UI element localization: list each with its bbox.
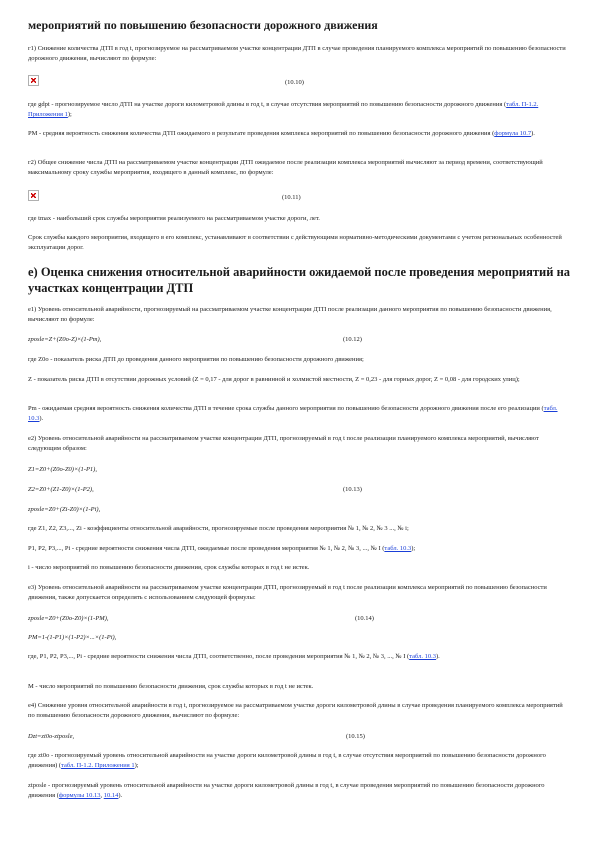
- formula-pm: [28, 633, 568, 643]
- link-formula-10-14[interactable]: 10.14: [103, 792, 119, 799]
- text: ).: [118, 792, 123, 799]
- paragraph-service-life: Срок службы каждого мероприятия, входящего в его комплекс, устанавливают в соответствии с действующими нормативно-методическими документами с учетом региональных особенностей эксплуатации дорог.: [28, 234, 562, 251]
- text: ztposle - прогнозируемый уровень относительной аварийности на участке дороги километровой длины в год t, в случае проведения мероприятий по повышению безопасности дорожного движения (: [28, 782, 545, 799]
- broken-image-icon: [28, 190, 39, 201]
- paragraph-g2: г2) Общее снижение числа ДТП на рассматриваемом участке концентрации ДТП ожидаемое после реализации комплекса мероприятий вычисляют за период времени, соответствующий максимальному сроку службы мероприятия, входящего в данный комплекс, по формуле:: [28, 159, 543, 176]
- text: где zt0o - прогнозируемый уровень относительной аварийности на участке дороги километровой длины в год t, в случае отсутствия мероприятий по повышению безопасности дорожного движения) (: [28, 752, 546, 769]
- text: );: [134, 762, 139, 769]
- paragraph-z: Z - показатель риска ДТП в отсутствии дорожных условий (Z = 0,17 - для дорог в равнинной и холмистой местности, Z = 0,23 - для горных дорог, Z = 0,08 - для городских улиц);: [28, 376, 520, 383]
- paragraph-ztposle: [28, 781, 568, 801]
- paragraph-e2: е2) Уровень относительной аварийности на рассматриваемом участке концентрации ДТП, прогнозируемый в год t после реализации планируемого комплекса мероприятий, вычисляют следующим образом:: [28, 435, 539, 452]
- link-table-p12[interactable]: табл. П-1.2. Приложения 1: [61, 762, 135, 769]
- paragraph-zt0o: [28, 751, 568, 771]
- section-title-top: мероприятий по повышению безопасности дорожного движения: [28, 18, 378, 32]
- equation-number-10-12: (10.12): [343, 336, 362, 343]
- link-formula-10-13[interactable]: формулы 10.13: [58, 792, 101, 799]
- paragraph-e1: е1) Уровень относительной аварийности, прогнозируемый на рассматриваемом участке концентрации ДТП после реализации данного мероприятия по повышению безопасности движения, вычисляют по формуле:: [28, 306, 552, 323]
- formula-z1: [28, 465, 568, 475]
- paragraph-z0o: где Z0o - показатель риска ДТП до проведения данного мероприятия по повышению безопасности дорожного движения;: [28, 356, 364, 363]
- formula-text: PM=1-(1-P1)×(1-P2)×...×(1-Pi),: [28, 634, 117, 641]
- link-table-10-3[interactable]: табл. 10.3: [384, 545, 412, 552]
- text: P1, P2, P3,..., Pi - средние вероятности снижения числа ДТП, ожидаемые после проведения мероприятия № 1, № 2, № 3, ..., № I (: [28, 545, 385, 552]
- equation-number-10-14: (10.14): [355, 615, 374, 622]
- paragraph-i-count: i - число мероприятий по повышению безопасности движения, срок службы которых в год t не истек.: [28, 564, 310, 571]
- text: где gdpt - прогнозируемое число ДТП на участке дороги километровой длины в год t, в случае отсутствия мероприятий по повышению безопасности дорожного движения (: [28, 101, 507, 108]
- formula-text: zposle=Z0+(Zi-Z0)×(1-Pi),: [28, 506, 101, 513]
- formula-zposle-i: [28, 505, 568, 515]
- paragraph-tmax: где tmax - наибольший срок службы мероприятия реализуемого на рассматриваемом участке дороги, лет.: [28, 215, 320, 222]
- paragraph-m-count: M - число мероприятий по повышению безопасности движения, срок службы которых в год t не истек.: [28, 683, 314, 690]
- paragraph-p-after: [28, 652, 568, 662]
- formula-dzt: [28, 732, 568, 742]
- paragraph-p-probabilities: [28, 544, 568, 554]
- formula-zposle-pm: [28, 614, 568, 624]
- text: где, P1, P2, P3,..., Pi - средние вероятности снижения числа ДТП, соответственно, после проведения мероприятия № 1, № 2, № 3, ..., № I (: [28, 653, 410, 660]
- text: PM - средняя вероятность снижения количества ДТП ожидаемого в результате проведения комплекса мероприятий по повышению безопасности дорожного движения (: [28, 130, 495, 137]
- paragraph-pm: [28, 129, 568, 139]
- equation-number-10-10: (10.10): [285, 79, 304, 86]
- formula-text: zposle=Z+(Z0o-Z)×(1-Pm),: [28, 336, 102, 343]
- text: ).: [39, 415, 44, 422]
- formula-text: zposle=Z0+(Z0o-Z0)×(1-PM),: [28, 615, 109, 622]
- text: );: [411, 545, 416, 552]
- paragraph-pm-avg: [28, 404, 568, 424]
- separator: ,: [100, 792, 104, 799]
- paragraph-e4: е4) Снижение уровня относительной аварийности в год t, прогнозируемое на рассматриваемом участке дороги километровой длины в случае проведения планируемого комплекса мероприятий по повышению безопасности дорожного движения, вычисляют по формуле:: [28, 702, 563, 719]
- text: Pm - ожидаемая средняя вероятность снижения количества ДТП в течение срока службы данного мероприятия по повышению безопасности дорожного движения после его реализации (: [28, 405, 544, 412]
- link-table-10-3[interactable]: табл. 10.3: [28, 405, 558, 422]
- paragraph-z-coefficients: где Z1, Z2, Z3,..., Zi - коэффициенты относительной аварийности, прогнозируемые после проведения мероприятия № 1, № 2, № 3 ..., № i;: [28, 525, 409, 532]
- paragraph-g1: г1) Снижение количества ДТП в год t, прогнозируемое на рассматриваемом участке концентрации ДТП в случае проведения планируемого комплекса мероприятий по повышению безопасности дорожного движения, вычисляют по формуле:: [28, 45, 566, 62]
- equation-number-10-13: (10.13): [343, 486, 362, 493]
- equation-number-10-15: (10.15): [346, 733, 365, 740]
- formula-z2: [28, 485, 568, 495]
- formula-text: Z2=Z0+(Z1-Z0)×(1-P2),: [28, 486, 94, 493]
- link-table-10-3[interactable]: табл. 10.3: [409, 653, 436, 660]
- text: ).: [435, 653, 440, 660]
- paragraph-e3: е3) Уровень относительной аварийности на рассматриваемом участке концентрации ДТП, прогнозируемый в год t после реализации комплекса мероприятий по повышению безопасности движения, также допускается определять с использованием следующей формулы:: [28, 584, 547, 601]
- text: ).: [531, 130, 535, 137]
- formula-text: Dzt=zt0o-ztposle,: [28, 733, 75, 740]
- equation-number-10-11: (10.11): [282, 194, 301, 201]
- broken-image-icon: [28, 75, 39, 86]
- paragraph-where-gdpt: [28, 100, 568, 120]
- link-table-p12[interactable]: табл. П-1.2. Приложения 1: [28, 101, 539, 118]
- link-formula-10-7[interactable]: формула 10.7: [494, 130, 532, 137]
- formula-text: Z1=Z0+(Z0o-Z0)×(1-P1),: [28, 466, 97, 473]
- formula-zposle: [28, 335, 568, 345]
- section-heading-e: е) Оценка снижения относительной аварийности ожидаемой после проведения мероприятий на участках концентрации ДТП: [28, 265, 571, 295]
- text: );: [67, 111, 72, 118]
